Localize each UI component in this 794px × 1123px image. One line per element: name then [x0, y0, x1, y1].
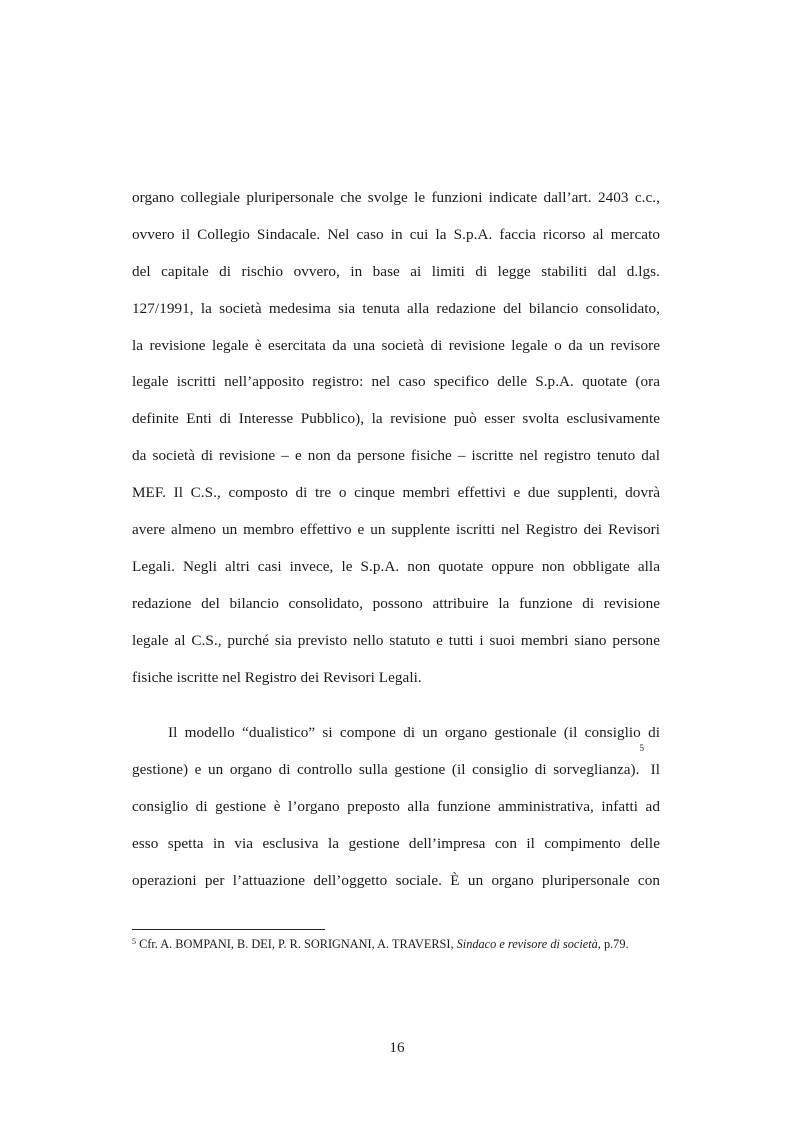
- paragraph-line: legale iscritti nell’apposito registro: nel caso specifico delle S.p.A. quotate (ora: [132, 373, 660, 391]
- paragraph-2: [132, 715, 660, 899]
- author-name: ORIGNANI: [310, 937, 372, 951]
- paragraph-line: consiglio di gestione è l’organo preposto alla funzione amministrativa, infatti ad: [132, 797, 660, 815]
- footnote-text: , P. R.: [271, 937, 305, 951]
- paragraph-line: legale al C.S., purché sia previsto nello statuto e tutti i suoi membri siano persone: [132, 631, 660, 649]
- paragraph-line: MEF. Il C.S., composto di tre o cinque membri effettivi e due supplenti, dovrà: [132, 484, 660, 502]
- paragraph-line: Il modello “dualistico” si compone di un organo gestionale (il consiglio di: [168, 724, 660, 741]
- footnote-text: Cfr. A.: [136, 937, 176, 951]
- paragraph-line: la revisione legale è esercitata da una società di revisione legale o da un revisore: [132, 336, 660, 354]
- footnote-text: , B.: [230, 937, 252, 951]
- paragraph-1: [132, 180, 660, 696]
- page-number: 16: [389, 1039, 405, 1056]
- line-text: gestione) e un organo di controllo sulla gestione (il consiglio di sorveglianza).: [132, 760, 640, 778]
- paragraph-line: 127/1991, la società medesima sia tenuta alla redazione del bilancio consolidato,: [132, 299, 660, 317]
- author-name: EI: [260, 937, 272, 951]
- paragraph-line: fisiche iscritte nel Registro dei Revisori Legali.: [132, 668, 422, 686]
- paragraph-line: operazioni per l’attuazione dell’oggetto sociale. È un organo pluripersonale con: [132, 871, 660, 889]
- footnote-separator: [132, 929, 325, 930]
- footnote: [132, 936, 692, 952]
- book-title: Sindaco e revisore di società: [456, 937, 598, 951]
- line-text: Il: [644, 760, 660, 778]
- footnote-text: , p.79.: [597, 937, 629, 951]
- paragraph-line: avere almeno un membro effettivo e un supplente iscritti nel Registro dei Revisori: [132, 521, 660, 539]
- author-name: OMPANI: [183, 937, 231, 951]
- paragraph-line: esso spetta in via esclusiva la gestione dell’impresa con il compimento delle: [132, 834, 660, 852]
- footnote-number: 5: [132, 937, 136, 946]
- author-name: RAVERSI: [399, 937, 451, 951]
- footnote-reference[interactable]: 5: [639, 742, 645, 753]
- author-initial: T: [391, 937, 400, 951]
- paragraph-line: [132, 742, 660, 789]
- paragraph-line: del capitale di rischio ovvero, in base ai limiti di legge stabiliti dal d.lgs.: [132, 262, 660, 280]
- footnote-text: ,: [450, 937, 457, 951]
- author-initial: D: [251, 937, 261, 951]
- paragraph-line: Legali. Negli altri casi invece, le S.p.A. non quotate oppure non obbligate alla: [132, 557, 660, 575]
- paragraph-line: redazione del bilancio consolidato, possono attribuire la funzione di revisione: [132, 594, 660, 612]
- author-initial: S: [304, 937, 311, 951]
- paragraph-line: ovvero il Collegio Sindacale. Nel caso in cui la S.p.A. faccia ricorso al mercato: [132, 225, 660, 243]
- footnote-text: , A.: [371, 937, 392, 951]
- paragraph-line: organo collegiale pluripersonale che svolge le funzioni indicate dall’art. 2403 c.c.,: [132, 189, 660, 206]
- paragraph-line: da società di revisione – e non da persone fisiche – iscritte nel registro tenuto dal: [132, 447, 660, 465]
- paragraph-line: definite Enti di Interesse Pubblico), la revisione può esser svolta esclusivamente: [132, 410, 660, 428]
- author-initial: B: [175, 937, 184, 951]
